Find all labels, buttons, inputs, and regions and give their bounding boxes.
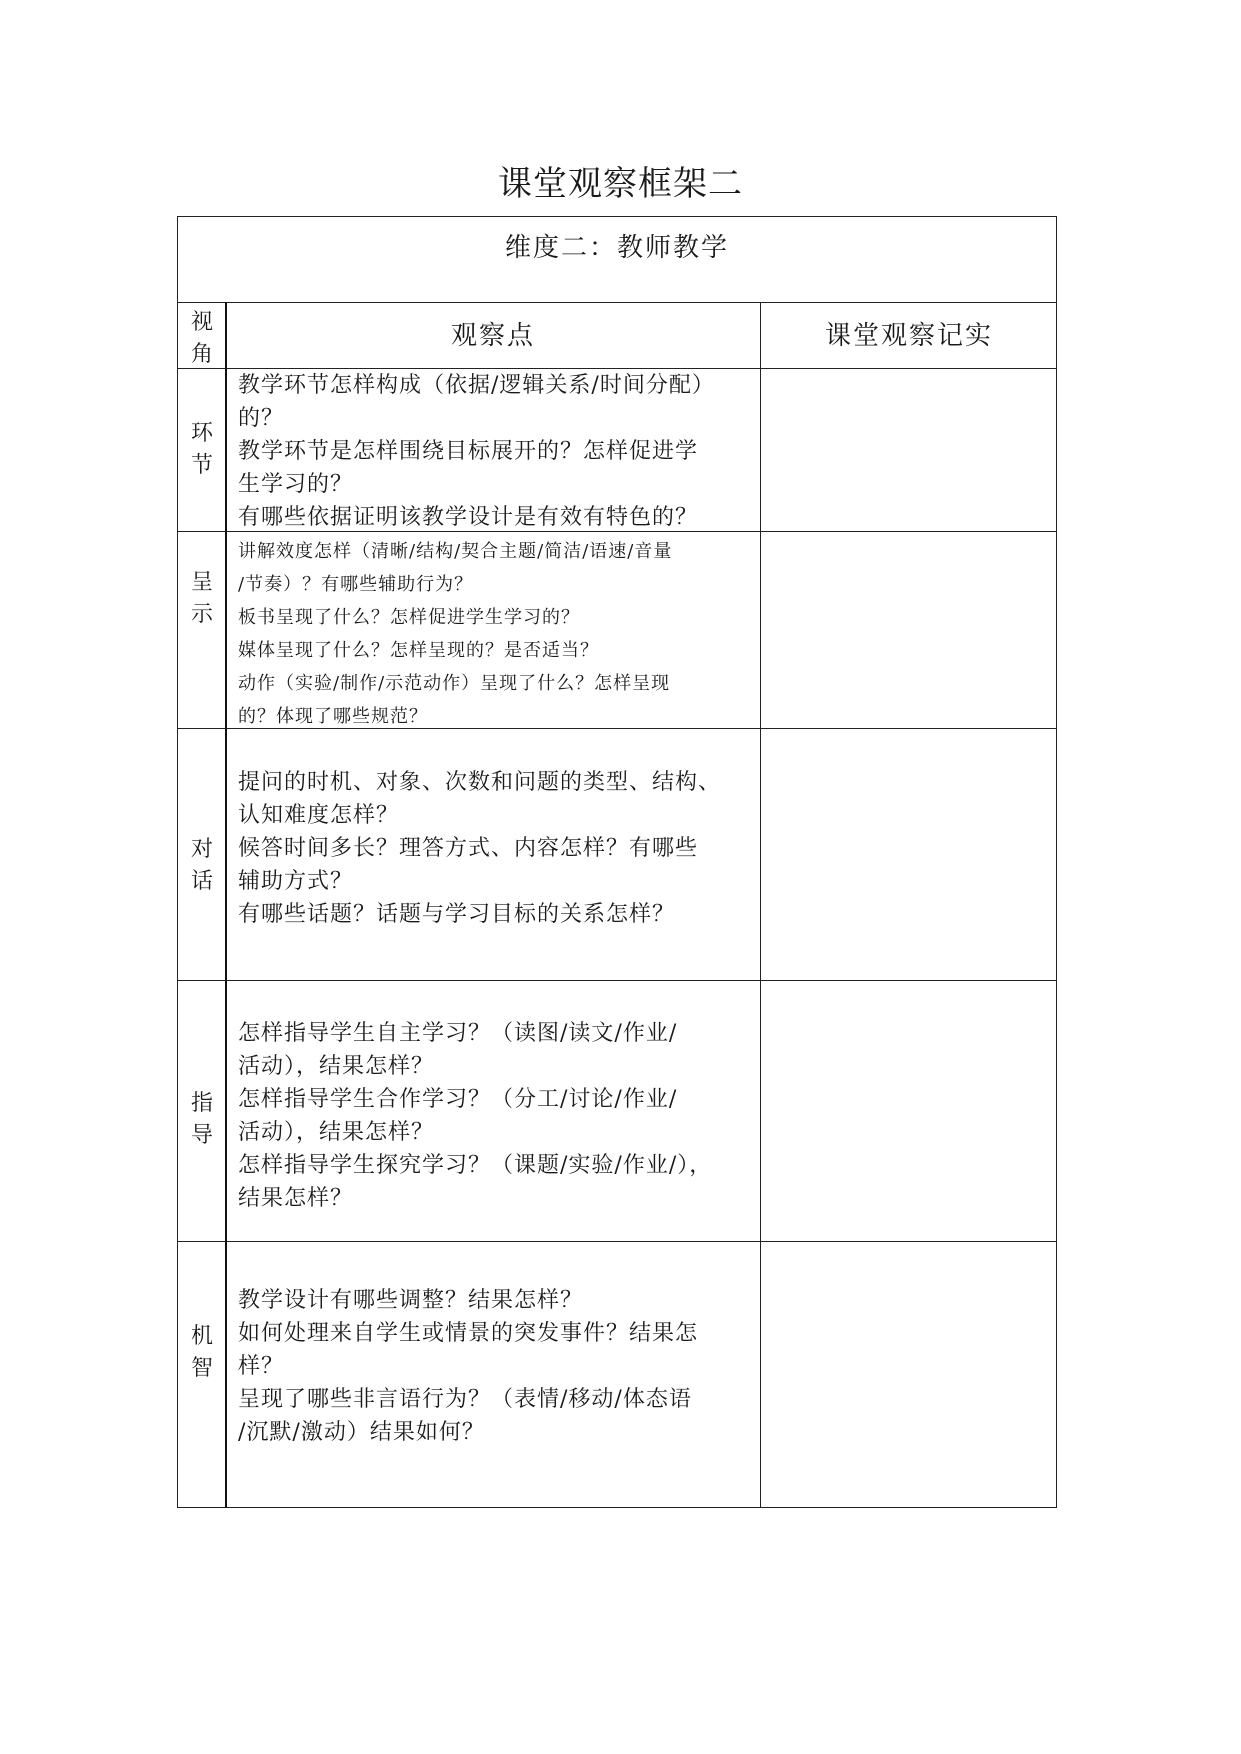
- observation-line: 的？体现了哪些规范？: [238, 706, 428, 727]
- observation-line: 呈现了哪些非言语行为？（表情/移动/体态语: [238, 1387, 692, 1412]
- row-label-dialogue: [178, 834, 226, 898]
- row-label-char: 机: [190, 1324, 213, 1349]
- observation-line: 辅助方式？: [238, 869, 354, 894]
- observation-line: 动作（实验/制作/示范动作）呈现了什么？怎样呈现: [238, 673, 671, 694]
- observation-line: 教学环节是怎样围绕目标展开的？怎样促进学: [238, 439, 699, 464]
- observation-line: 媒体呈现了什么？怎样呈现的？是否适当？: [238, 640, 599, 661]
- row-label-char: 环: [190, 421, 213, 446]
- observation-record-header: 课堂观察记实: [824, 321, 993, 351]
- row-label-char: 智: [190, 1356, 213, 1381]
- observation-points-cell: [238, 1017, 758, 1215]
- observation-line: 认知难度怎样？: [238, 803, 400, 828]
- observation-line: 的？: [238, 406, 285, 431]
- observation-line: 活动），结果怎样？: [238, 1120, 435, 1145]
- angle-column-header: [178, 307, 226, 371]
- observation-line: 提问的时机、对象、次数和问题的类型、结构、: [238, 770, 722, 795]
- table-rule: [177, 980, 1057, 981]
- observation-line: 有哪些话题？话题与学习目标的关系怎样？: [238, 902, 676, 927]
- observation-line: 板书呈现了什么？怎样促进学生学习的？: [238, 607, 580, 628]
- observation-points-cell: [238, 766, 758, 931]
- row-label-char: 对: [190, 837, 213, 862]
- observation-line: 怎样指导学生探究学习？（课题/实验/作业/），: [238, 1153, 713, 1178]
- observation-line: 有哪些依据证明该教学设计是有效有特色的？: [238, 505, 699, 530]
- row-label-guidance: [178, 1088, 226, 1152]
- row-label-char: 导: [190, 1123, 213, 1148]
- dimension-heading: 维度二：教师教学: [504, 233, 729, 263]
- row-label-wit: [178, 1321, 226, 1385]
- observation-line: 活动），结果怎样？: [238, 1054, 435, 1079]
- observation-line: 样？: [238, 1354, 285, 1379]
- observation-line: /沉默/激动）结果如何？: [238, 1420, 485, 1445]
- observation-points-cell: [238, 369, 758, 534]
- row-label-segment: [178, 418, 226, 482]
- row-label-char: 示: [190, 602, 213, 627]
- angle-header-char: 角: [190, 342, 213, 367]
- observation-line: 怎样指导学生合作学习？（分工/讨论/作业/: [238, 1087, 678, 1112]
- angle-header-char: 视: [190, 310, 213, 335]
- table-rule: [177, 302, 1057, 303]
- observation-line: /节奏）？有哪些辅助行为？: [238, 574, 474, 595]
- observation-line: 结果怎样？: [238, 1186, 354, 1211]
- observation-line: 怎样指导学生自主学习？（读图/读文/作业/: [238, 1021, 678, 1046]
- observation-line: 候答时间多长？理答方式、内容怎样？有哪些: [238, 836, 699, 861]
- page-title: 课堂观察框架二: [498, 164, 743, 204]
- observation-line: 教学设计有哪些调整？结果怎样？: [238, 1288, 584, 1313]
- observation-line: 教学环节怎样构成（依据/逻辑关系/时间分配）: [238, 373, 715, 398]
- table-rule: [760, 302, 761, 1508]
- row-label-char: 话: [190, 869, 213, 894]
- observation-points-header: 观察点: [450, 321, 535, 351]
- observation-line: 生学习的？: [238, 472, 354, 497]
- row-label-char: 指: [190, 1091, 213, 1116]
- observation-points-cell: [238, 1284, 758, 1449]
- observation-line: 如何处理来自学生或情景的突发事件？结果怎: [238, 1321, 699, 1346]
- row-label-presentation: [178, 567, 226, 631]
- table-rule: [177, 1241, 1057, 1242]
- observation-line: 讲解效度怎样（清晰/结构/契合主题/简洁/语速/音量: [238, 541, 673, 562]
- row-label-char: 呈: [190, 570, 213, 595]
- observation-points-cell: [238, 535, 758, 733]
- row-label-char: 节: [190, 453, 213, 478]
